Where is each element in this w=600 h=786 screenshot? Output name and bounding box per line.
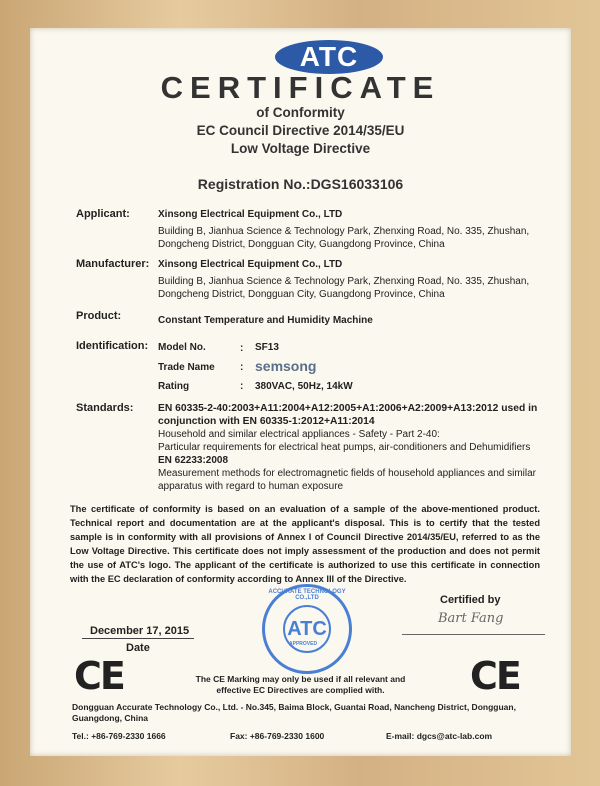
colon: :	[240, 381, 244, 392]
atc-approved-stamp	[262, 584, 352, 674]
colon: :	[240, 362, 244, 373]
applicant-name: Xinsong Electrical Equipment Co., LTD	[158, 209, 343, 220]
manufacturer-address-2: Dongcheng District, Dongguan City, Guangdong Province, China	[158, 289, 445, 300]
colon: :	[240, 343, 244, 354]
product-value: Constant Temperature and Humidity Machine	[158, 315, 373, 326]
ce-mark-right: CE	[470, 654, 520, 698]
registration-number: Registration No.:DGS16033106	[197, 176, 404, 192]
standard-line: Household and similar electrical appliances - Safety - Part 2-40:	[158, 429, 440, 440]
stamp-ring-text: ACCURATE TECHNOLOGY CO.,LTD	[268, 589, 346, 601]
standards-label: Standards:	[76, 402, 134, 414]
applicant-address-1: Building B, Jianhua Science & Technology Park, Zhenxing Road, No. 335, Zhushan,	[158, 226, 530, 237]
standard-line: EN 60335-2-40:2003+A11:2004+A12:2005+A1:2006+A2:2009+A13:2012 used in	[158, 403, 538, 414]
footer-tel: Tel.: +86-769-2330 1666	[72, 731, 166, 741]
atc-logo: ATC	[275, 40, 383, 74]
subtitle: of Conformity	[256, 105, 345, 120]
issue-date: December 17, 2015	[90, 625, 190, 637]
trade-name-logo: semsong	[255, 358, 317, 374]
date-line	[82, 638, 194, 639]
model-value: SF13	[255, 342, 279, 353]
certificate-title: CERTIFICATE	[160, 70, 441, 105]
footer-address-1: Dongguan Accurate Technology Co., Ltd. - No.345, Baima Block, Guantai Road, Nancheng District, Dongguan,	[72, 702, 516, 712]
rating-value: 380VAC, 50Hz, 14kW	[255, 381, 353, 392]
standard-line: Particular requirements for electrical heat pumps, air-conditioners and Dehumidifiers	[158, 442, 531, 453]
standard-line: apparatus with regard to human exposure	[158, 481, 344, 492]
rating-label: Rating	[158, 381, 190, 392]
standard-line: conjunction with EN 60335-1:2012+A11:2014	[158, 416, 375, 427]
certificate	[30, 28, 571, 756]
ce-note-2: effective EC Directives are complied with.	[216, 685, 385, 695]
identification-label: Identification:	[76, 340, 149, 352]
date-label: Date	[126, 642, 150, 654]
signature: Bart Fang	[438, 611, 504, 626]
ce-mark-left: CE	[74, 654, 124, 698]
footer-fax: Fax: +86-769-2330 1600	[230, 731, 325, 741]
conformity-statement: The certificate of conformity is based on an evaluation of a sample of the above-mentioned product. Technical report and documentation are at the applicant's disposal. This is to certify that the tested sample is in conformity with all provisions of Annex I of Council Directive 2014/35/EU, referred to as the Low Voltage Directive. This certificate does not imply assessment of the production and does not permit the use of ATC's logo. The applicant of the certificate is authorized to use this certificate in connection with the EC declaration of conformity according to Annex III of the Directive.	[70, 504, 540, 584]
directive: EC Council Directive 2014/35/EU	[196, 123, 405, 138]
product-label: Product:	[76, 310, 122, 322]
manufacturer-name: Xinsong Electrical Equipment Co., LTD	[158, 259, 343, 270]
applicant-label: Applicant:	[76, 208, 130, 220]
standard-line: EN 62233:2008	[158, 455, 229, 466]
certified-by-label: Certified by	[440, 594, 501, 606]
model-label: Model No.	[158, 342, 206, 353]
stamp-center: ATC	[283, 605, 331, 653]
applicant-address-2: Dongcheng District, Dongguan City, Guangdong Province, China	[158, 239, 445, 250]
stamp-approved: APPROVED	[289, 641, 318, 647]
manufacturer-address-1: Building B, Jianhua Science & Technology Park, Zhenxing Road, No. 335, Zhushan,	[158, 276, 530, 287]
ce-note-1: The CE Marking may only be used if all relevant and	[195, 674, 406, 684]
signature-line	[402, 634, 545, 635]
footer-email: E-mail: dgcs@atc-lab.com	[386, 731, 493, 741]
standard-line: Measurement methods for electromagnetic fields of household appliances and similar	[158, 468, 536, 479]
manufacturer-label: Manufacturer:	[76, 258, 150, 270]
trade-name-label: Trade Name	[158, 362, 215, 373]
footer-address-2: Guangdong, China	[72, 713, 149, 723]
directive-name: Low Voltage Directive	[230, 141, 371, 156]
